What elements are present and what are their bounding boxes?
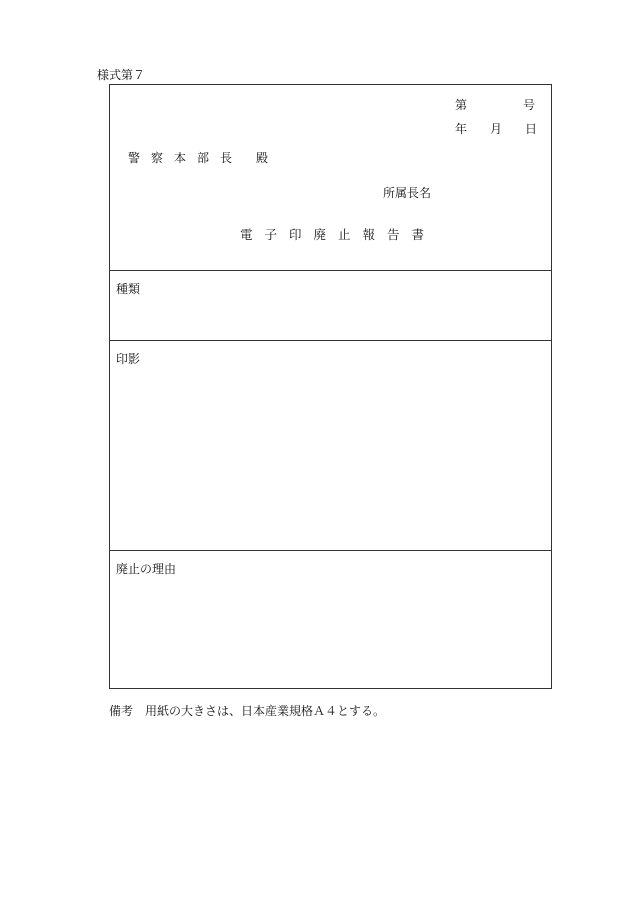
addressee-honorific: 殿 (256, 151, 269, 165)
section-divider (110, 270, 551, 271)
number-prefix: 第 (455, 98, 468, 112)
section-divider (110, 340, 551, 341)
sender-label: 所属長名 (383, 186, 432, 200)
reason-label: 廃止の理由 (116, 562, 177, 576)
addressee: 警察本部長 (128, 151, 244, 165)
number-suffix: 号 (523, 98, 536, 112)
date-month: 月 (490, 122, 503, 136)
section-divider (110, 550, 551, 551)
document-title: 電子印廃止報告書 (240, 227, 437, 242)
date-year: 年 (455, 122, 468, 136)
form-number: 様式第７ (97, 68, 146, 82)
type-label: 種類 (116, 282, 141, 296)
footnote: 備考 用紙の大きさは、日本産業規格Ａ４とする。 (109, 704, 386, 718)
report-form (109, 84, 552, 689)
date-day: 日 (525, 122, 538, 136)
seal-impression-label: 印影 (116, 352, 141, 366)
